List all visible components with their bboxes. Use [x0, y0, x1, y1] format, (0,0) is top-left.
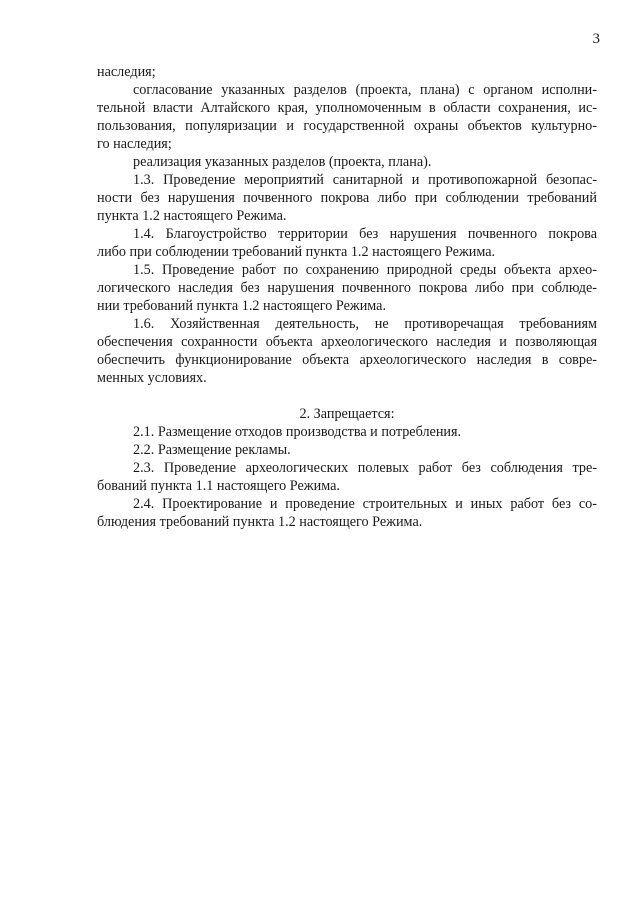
- text-line: обеспечить функционирование объекта археологического наследия в совре-: [97, 352, 597, 368]
- paragraph-implementation: [97, 153, 597, 171]
- text-line: пользования, популяризации и государственной охраны объектов культурно-: [97, 118, 597, 134]
- text-line: менных условиях.: [97, 370, 207, 386]
- text-line: 2.3. Проведение археологических полевых работ без соблюдения тре-: [133, 460, 597, 476]
- text-line: логического наследия без нарушения почвенного покрова либо при соблюде-: [97, 280, 597, 296]
- text-line: нии требований пункта 1.2 настоящего Режима.: [97, 298, 387, 314]
- paragraph-1-5: [97, 261, 597, 315]
- text-line: либо при соблюдении требований пункта 1.2 настоящего Режима.: [97, 244, 496, 260]
- text-line: ности без нарушения почвенного покрова либо при соблюдении требований: [97, 190, 597, 206]
- text-line: согласование указанных разделов (проекта, плана) с органом исполни-: [133, 82, 597, 98]
- paragraph-1-6: [97, 315, 597, 387]
- paragraph-1-3: [97, 171, 597, 225]
- item-2-1: [97, 423, 597, 441]
- paragraph-approval: [97, 81, 597, 153]
- text-line: 1.3. Проведение мероприятий санитарной и противопожарной безопас-: [133, 172, 597, 188]
- text-line: тельной власти Алтайского края, уполномоченным в области сохранения, ис-: [97, 100, 597, 116]
- text-line: 2.4. Проектирование и проведение строительных и иных работ без со-: [133, 496, 597, 512]
- item-2-3: [97, 459, 597, 495]
- item-2-4: [97, 495, 597, 531]
- text-line: обеспечения сохранности объекта археологического наследия и позволяющая: [97, 334, 597, 350]
- section-heading: 2. Запрещается:: [299, 406, 395, 422]
- text-line: бований пункта 1.1 настоящего Режима.: [97, 478, 340, 494]
- text-line: го наследия;: [97, 136, 172, 152]
- text-line: 2.2. Размещение рекламы.: [133, 442, 291, 458]
- text-line: 2.1. Размещение отходов производства и потребления.: [133, 424, 462, 440]
- paragraph-continuation: [97, 63, 597, 81]
- text-line: наследия;: [97, 64, 156, 80]
- text-line: 1.4. Благоустройство территории без нарушения почвенного покрова: [133, 226, 597, 242]
- page-number: 3: [592, 31, 600, 47]
- paragraph-1-4: [97, 225, 597, 261]
- text-line: реализация указанных разделов (проекта, плана).: [133, 154, 432, 170]
- text-line: блюдения требований пункта 1.2 настоящего Режима.: [97, 514, 423, 530]
- text-line: пункта 1.2 настоящего Режима.: [97, 208, 287, 224]
- text-line: 1.5. Проведение работ по сохранению природной среды объекта архео-: [133, 262, 597, 278]
- text-line: 1.6. Хозяйственная деятельность, не противоречащая требованиям: [133, 316, 597, 332]
- document-body: [97, 63, 597, 531]
- item-2-2: [97, 441, 597, 459]
